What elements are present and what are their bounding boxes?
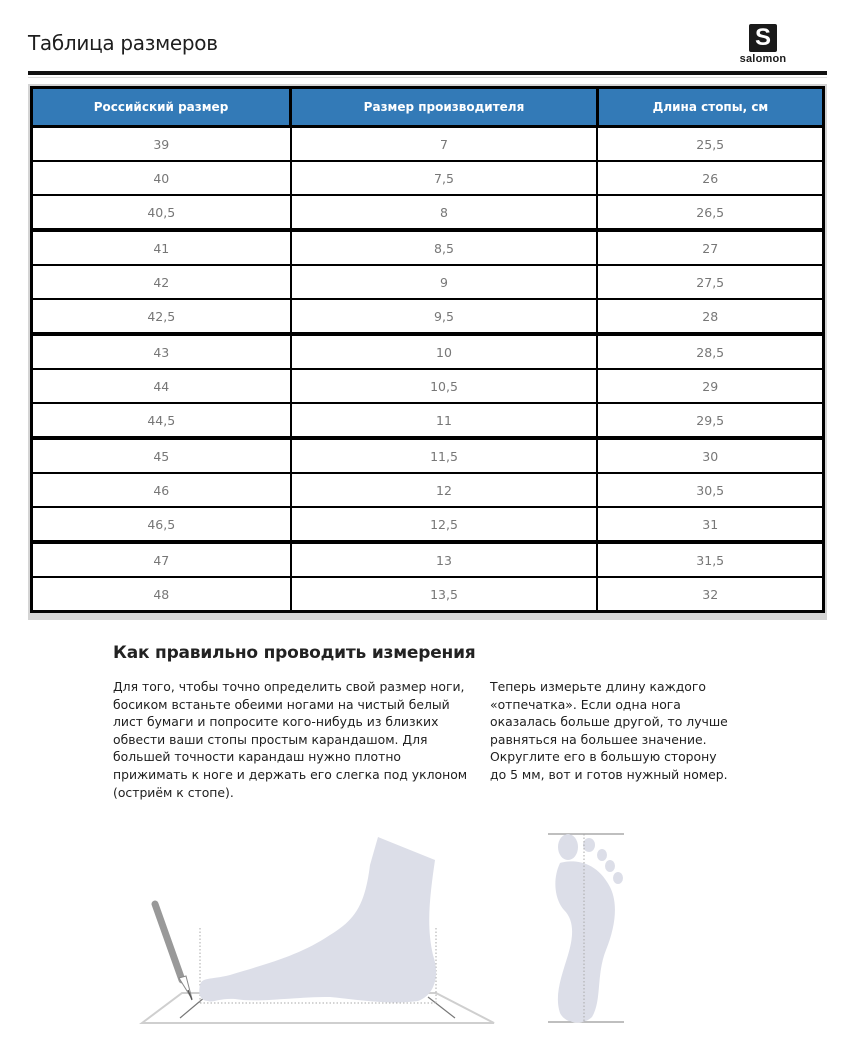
foot-length-cell: 28,5 <box>597 334 823 369</box>
instructions-paragraph-1: Для того, чтобы точно определить свой размер ноги, босиком встаньте обеими ногами на чистый белый лист бумаги и попросите кого-нибудь из близких обвести ваши стопы простым карандашом. Для большей точности карандаш нужно плотно прижимать к ноге и держать его слегка под уклоном (остриём к стопе). <box>113 679 468 800</box>
foot-side-icon <box>199 837 436 1002</box>
russian-size-cell: 46 <box>32 473 291 507</box>
table-row <box>32 127 824 162</box>
manufacturer-size-cell: 7 <box>291 127 598 162</box>
manufacturer-size-cell: 9 <box>291 265 598 299</box>
instructions-paragraph-2: Теперь измерьте длину каждого «отпечатка». Если одна нога оказалась больше другой, то лучше равняться на большее значение. Округлите его в большую сторону до 5 мм, вот и готов нужный номер. <box>490 679 728 782</box>
foot-side-illustration <box>130 825 505 1025</box>
foot-length-cell: 32 <box>597 577 823 612</box>
russian-size-cell: 45 <box>32 438 291 473</box>
manufacturer-size-cell: 7,5 <box>291 161 598 195</box>
russian-size-cell: 39 <box>32 127 291 162</box>
table-row <box>32 403 824 438</box>
column-header-russian-size: Российский размер <box>32 88 291 127</box>
russian-size-cell: 46,5 <box>32 507 291 542</box>
manufacturer-size-cell: 8,5 <box>291 230 598 265</box>
table-header-row <box>32 88 824 127</box>
salomon-s-icon: S <box>749 24 777 52</box>
russian-size-cell: 41 <box>32 230 291 265</box>
table-row <box>32 438 824 473</box>
header-divider-thin <box>28 77 827 78</box>
table-row <box>32 230 824 265</box>
table-row <box>32 195 824 230</box>
table-row <box>32 507 824 542</box>
table-row <box>32 299 824 334</box>
russian-size-cell: 40 <box>32 161 291 195</box>
table-row <box>32 161 824 195</box>
foot-length-cell: 25,5 <box>597 127 823 162</box>
manufacturer-size-cell: 8 <box>291 195 598 230</box>
russian-size-cell: 40,5 <box>32 195 291 230</box>
russian-size-cell: 43 <box>32 334 291 369</box>
manufacturer-size-cell: 9,5 <box>291 299 598 334</box>
salomon-wordmark: salomon <box>739 53 787 65</box>
footprint-icon <box>555 834 623 1023</box>
manufacturer-size-cell: 12 <box>291 473 598 507</box>
foot-length-cell: 30,5 <box>597 473 823 507</box>
size-table <box>30 86 825 613</box>
manufacturer-size-cell: 10 <box>291 334 598 369</box>
table-row <box>32 334 824 369</box>
manufacturer-size-cell: 13,5 <box>291 577 598 612</box>
russian-size-cell: 42,5 <box>32 299 291 334</box>
foot-length-cell: 29,5 <box>597 403 823 438</box>
table-row <box>32 577 824 612</box>
russian-size-cell: 47 <box>32 542 291 577</box>
table-row <box>32 369 824 403</box>
foot-length-cell: 28 <box>597 299 823 334</box>
russian-size-cell: 44,5 <box>32 403 291 438</box>
size-table-container <box>28 84 827 620</box>
foot-length-cell: 30 <box>597 438 823 473</box>
instructions-title: Как правильно проводить измерения <box>113 643 476 663</box>
foot-length-cell: 27,5 <box>597 265 823 299</box>
manufacturer-size-cell: 13 <box>291 542 598 577</box>
foot-length-cell: 31 <box>597 507 823 542</box>
outline-mark-left <box>180 997 205 1018</box>
foot-length-cell: 31,5 <box>597 542 823 577</box>
russian-size-cell: 44 <box>32 369 291 403</box>
table-row <box>32 542 824 577</box>
manufacturer-size-cell: 11,5 <box>291 438 598 473</box>
salomon-logo <box>727 24 799 68</box>
pencil-icon <box>155 904 192 1000</box>
table-row <box>32 265 824 299</box>
header-divider <box>28 71 827 75</box>
foot-length-cell: 29 <box>597 369 823 403</box>
foot-length-cell: 26,5 <box>597 195 823 230</box>
footprint-illustration <box>540 825 650 1030</box>
russian-size-cell: 42 <box>32 265 291 299</box>
foot-length-cell: 27 <box>597 230 823 265</box>
manufacturer-size-cell: 12,5 <box>291 507 598 542</box>
column-header-foot-length: Длина стопы, см <box>597 88 823 127</box>
page-title: Таблица размеров <box>28 31 218 55</box>
table-row <box>32 473 824 507</box>
manufacturer-size-cell: 10,5 <box>291 369 598 403</box>
manufacturer-size-cell: 11 <box>291 403 598 438</box>
russian-size-cell: 48 <box>32 577 291 612</box>
foot-length-cell: 26 <box>597 161 823 195</box>
column-header-manufacturer-size: Размер производителя <box>291 88 598 127</box>
